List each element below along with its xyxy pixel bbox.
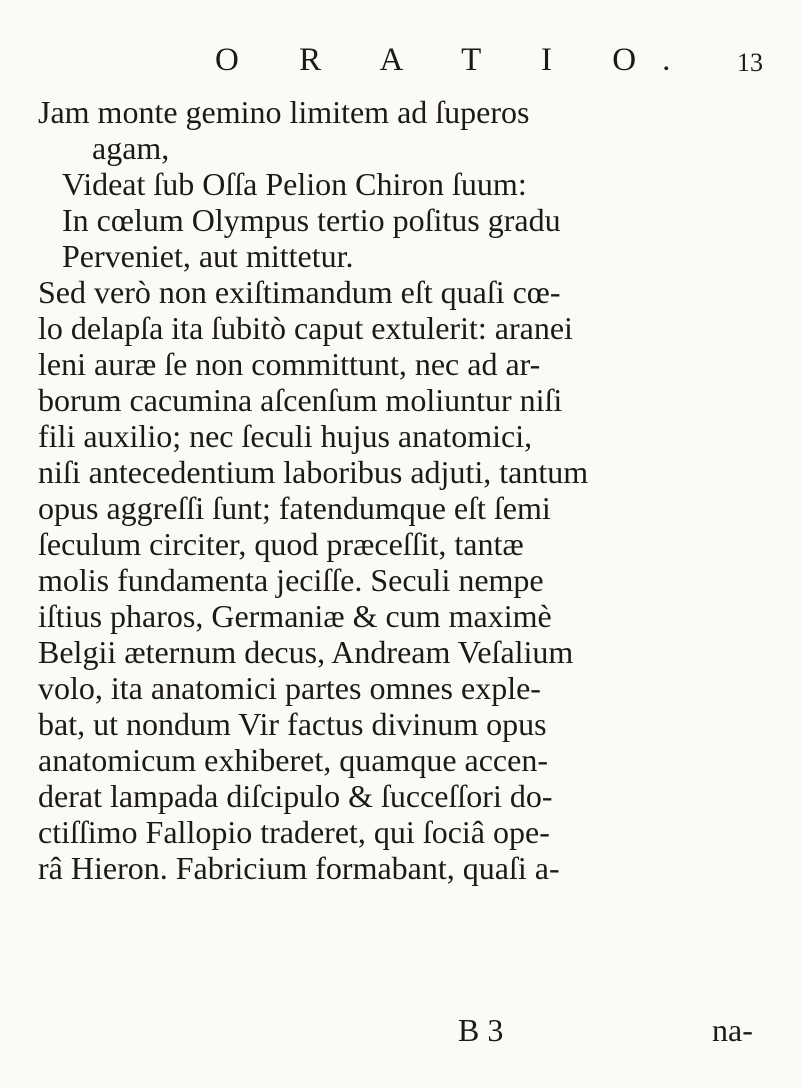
text-line: derat lampada diſcipulo & ſucceſſori do- <box>38 778 553 814</box>
text-line: niſi antecedentium laboribus adjuti, tantum <box>38 454 589 490</box>
text-line: ſeculum circiter, quod præceſſit, tantæ <box>38 526 524 562</box>
page-number: 13 <box>737 48 763 77</box>
text-line: In cœlum Olympus tertio poſitus gradu <box>62 202 561 238</box>
page-footer <box>0 1012 801 1052</box>
text-line: Belgii æternum decus, Andream Veſalium <box>38 634 574 670</box>
signature-mark: B 3 <box>458 1012 504 1048</box>
text-line: ctiſſimo Fallopio traderet, qui ſociâ ope- <box>38 814 550 850</box>
catchword: na- <box>712 1012 753 1048</box>
text-line: opus aggreſſi ſunt; fatendumque eſt ſemi <box>38 490 551 526</box>
text-line: borum cacumina aſcenſum moliuntur niſi <box>38 382 563 418</box>
text-line: leni auræ ſe non committunt, nec ad ar- <box>38 346 541 382</box>
page-header <box>0 42 801 92</box>
text-line: Videat ſub Oſſa Pelion Chiron ſuum: <box>62 166 527 202</box>
text-line: anatomicum exhiberet, quamque accen- <box>38 742 548 778</box>
text-line: fili auxilio; nec ſeculi hujus anatomici, <box>38 418 533 454</box>
text-line: râ Hieron. Fabricium formabant, quaſi a- <box>38 850 560 886</box>
running-head: O R A T I O. <box>215 42 697 78</box>
text-line: agam, <box>92 130 170 166</box>
text-line: lo delapſa ita ſubitò caput extulerit: aranei <box>38 310 573 346</box>
text-line: volo, ita anatomici partes omnes exple- <box>38 670 541 706</box>
text-line: iſtius pharos, Germaniæ & cum maximè <box>38 598 552 634</box>
text-line: Perveniet, aut mittetur. <box>62 238 354 274</box>
text-line: bat, ut nondum Vir factus divinum opus <box>38 706 547 742</box>
text-line: Sed verò non exiſtimandum eſt quaſi cœ- <box>38 274 561 310</box>
text-line: Jam monte gemino limitem ad ſuperos <box>38 94 530 130</box>
text-line: molis fundamenta jeciſſe. Seculi nempe <box>38 562 544 598</box>
